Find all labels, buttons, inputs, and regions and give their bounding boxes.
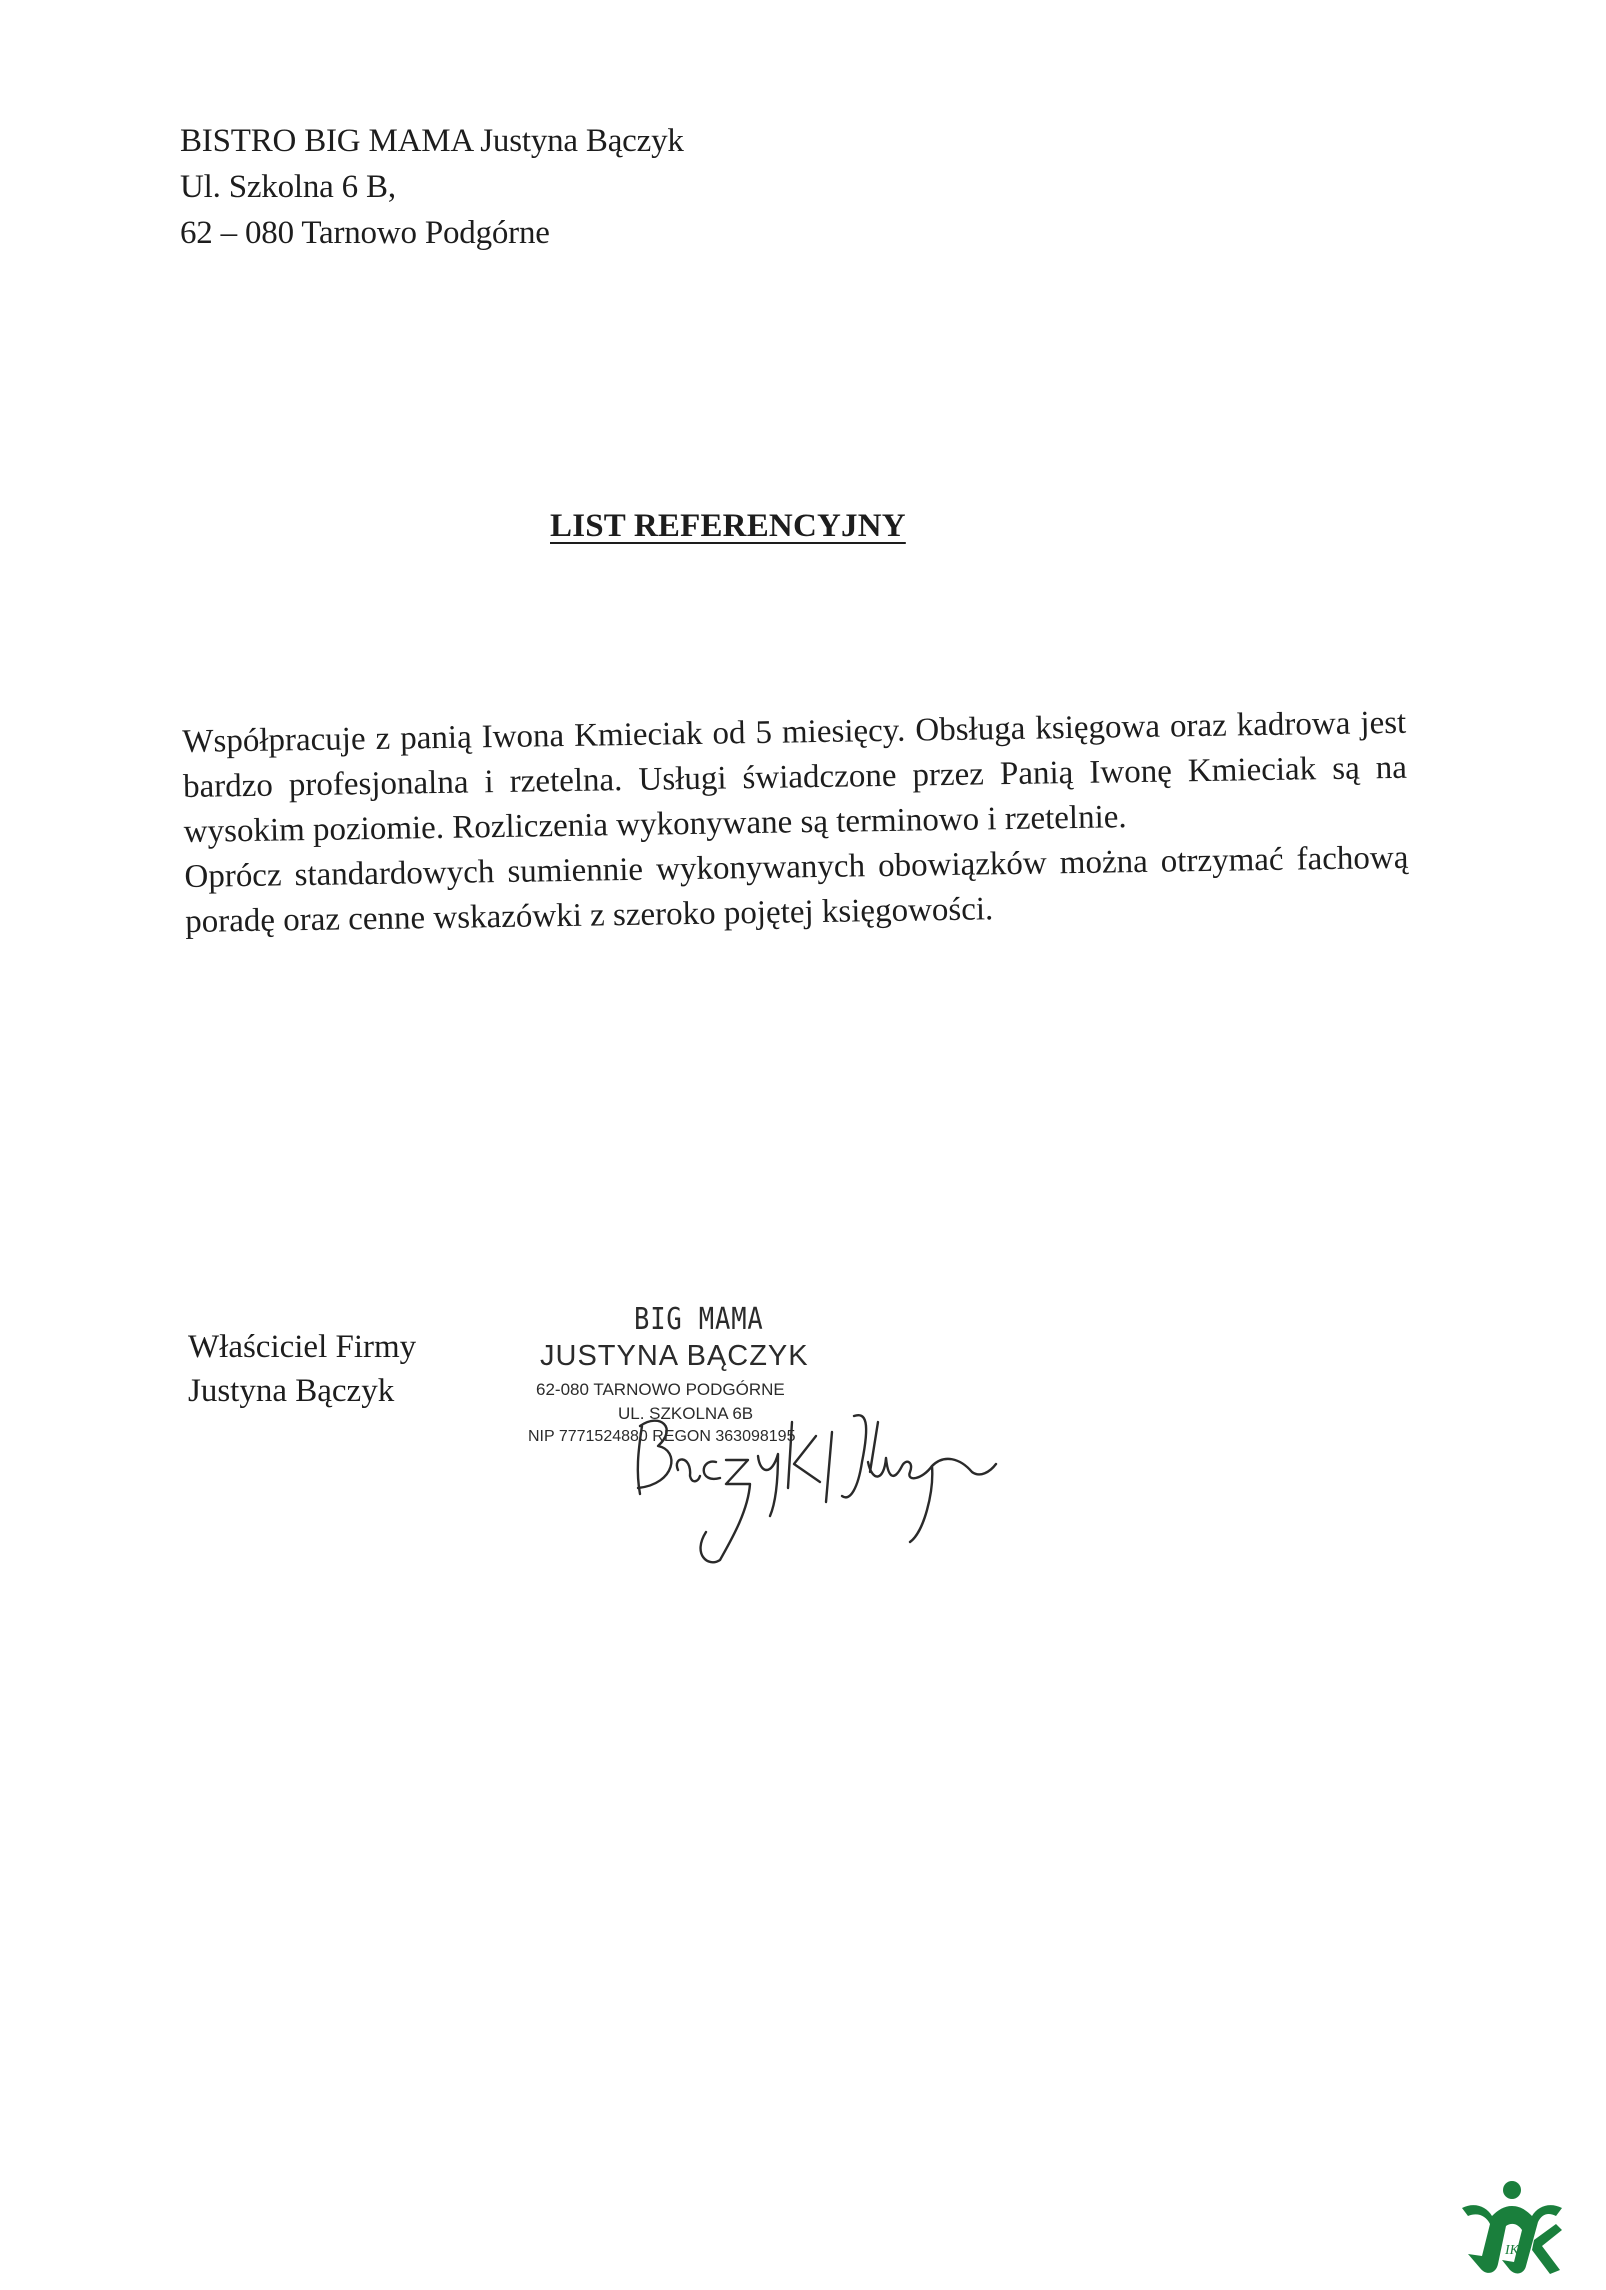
stamp-brand: BIG MAMA (634, 1302, 764, 1337)
signoff-block (188, 1325, 416, 1413)
body-paragraph-2: Oprócz standardowych sumiennie wykonywanych obowiązków można otrzymać fachową poradę oraz cenne wskazówki z szeroko pojętej księgowości. (184, 839, 1409, 940)
stamp-ids: NIP 7771524880 REGON 363098195 (528, 1428, 796, 1445)
handwritten-signature (580, 1392, 1000, 1572)
logo-initials: IK (1505, 2243, 1519, 2258)
stamp-city: 62-080 TARNOWO PODGÓRNE (536, 1380, 785, 1399)
sender-address (180, 118, 684, 256)
sender-city: 62 – 080 Tarnowo Podgórne (180, 215, 550, 251)
stamp-owner: JUSTYNA BĄCZYK (540, 1340, 809, 1372)
body-paragraph-1: Współpracuje z panią Iwona Kmieciak od 5 miesięcy. Obsługa księgowa oraz kadrowa jest bardzo profesjonalna i rzetelna. Usługi świadczone przez Panią Iwonę Kmieciak są na wysokim poziomie. Rozliczenia wykonywane są terminowo i rzetelnie. (182, 704, 1408, 850)
ik-logo-icon (1452, 2180, 1572, 2280)
sender-street: Ul. Szkolna 6 B, (180, 169, 396, 205)
sender-name: BISTRO BIG MAMA Justyna Bączyk (180, 123, 684, 159)
letter-body (182, 701, 1409, 945)
signoff-name: Justyna Bączyk (188, 1373, 395, 1409)
signoff-role: Właściciel Firmy (188, 1329, 417, 1365)
stamp-street: UL. SZKOLNA 6B (618, 1404, 754, 1423)
document-title: LIST REFERENCYJNY (550, 508, 906, 544)
